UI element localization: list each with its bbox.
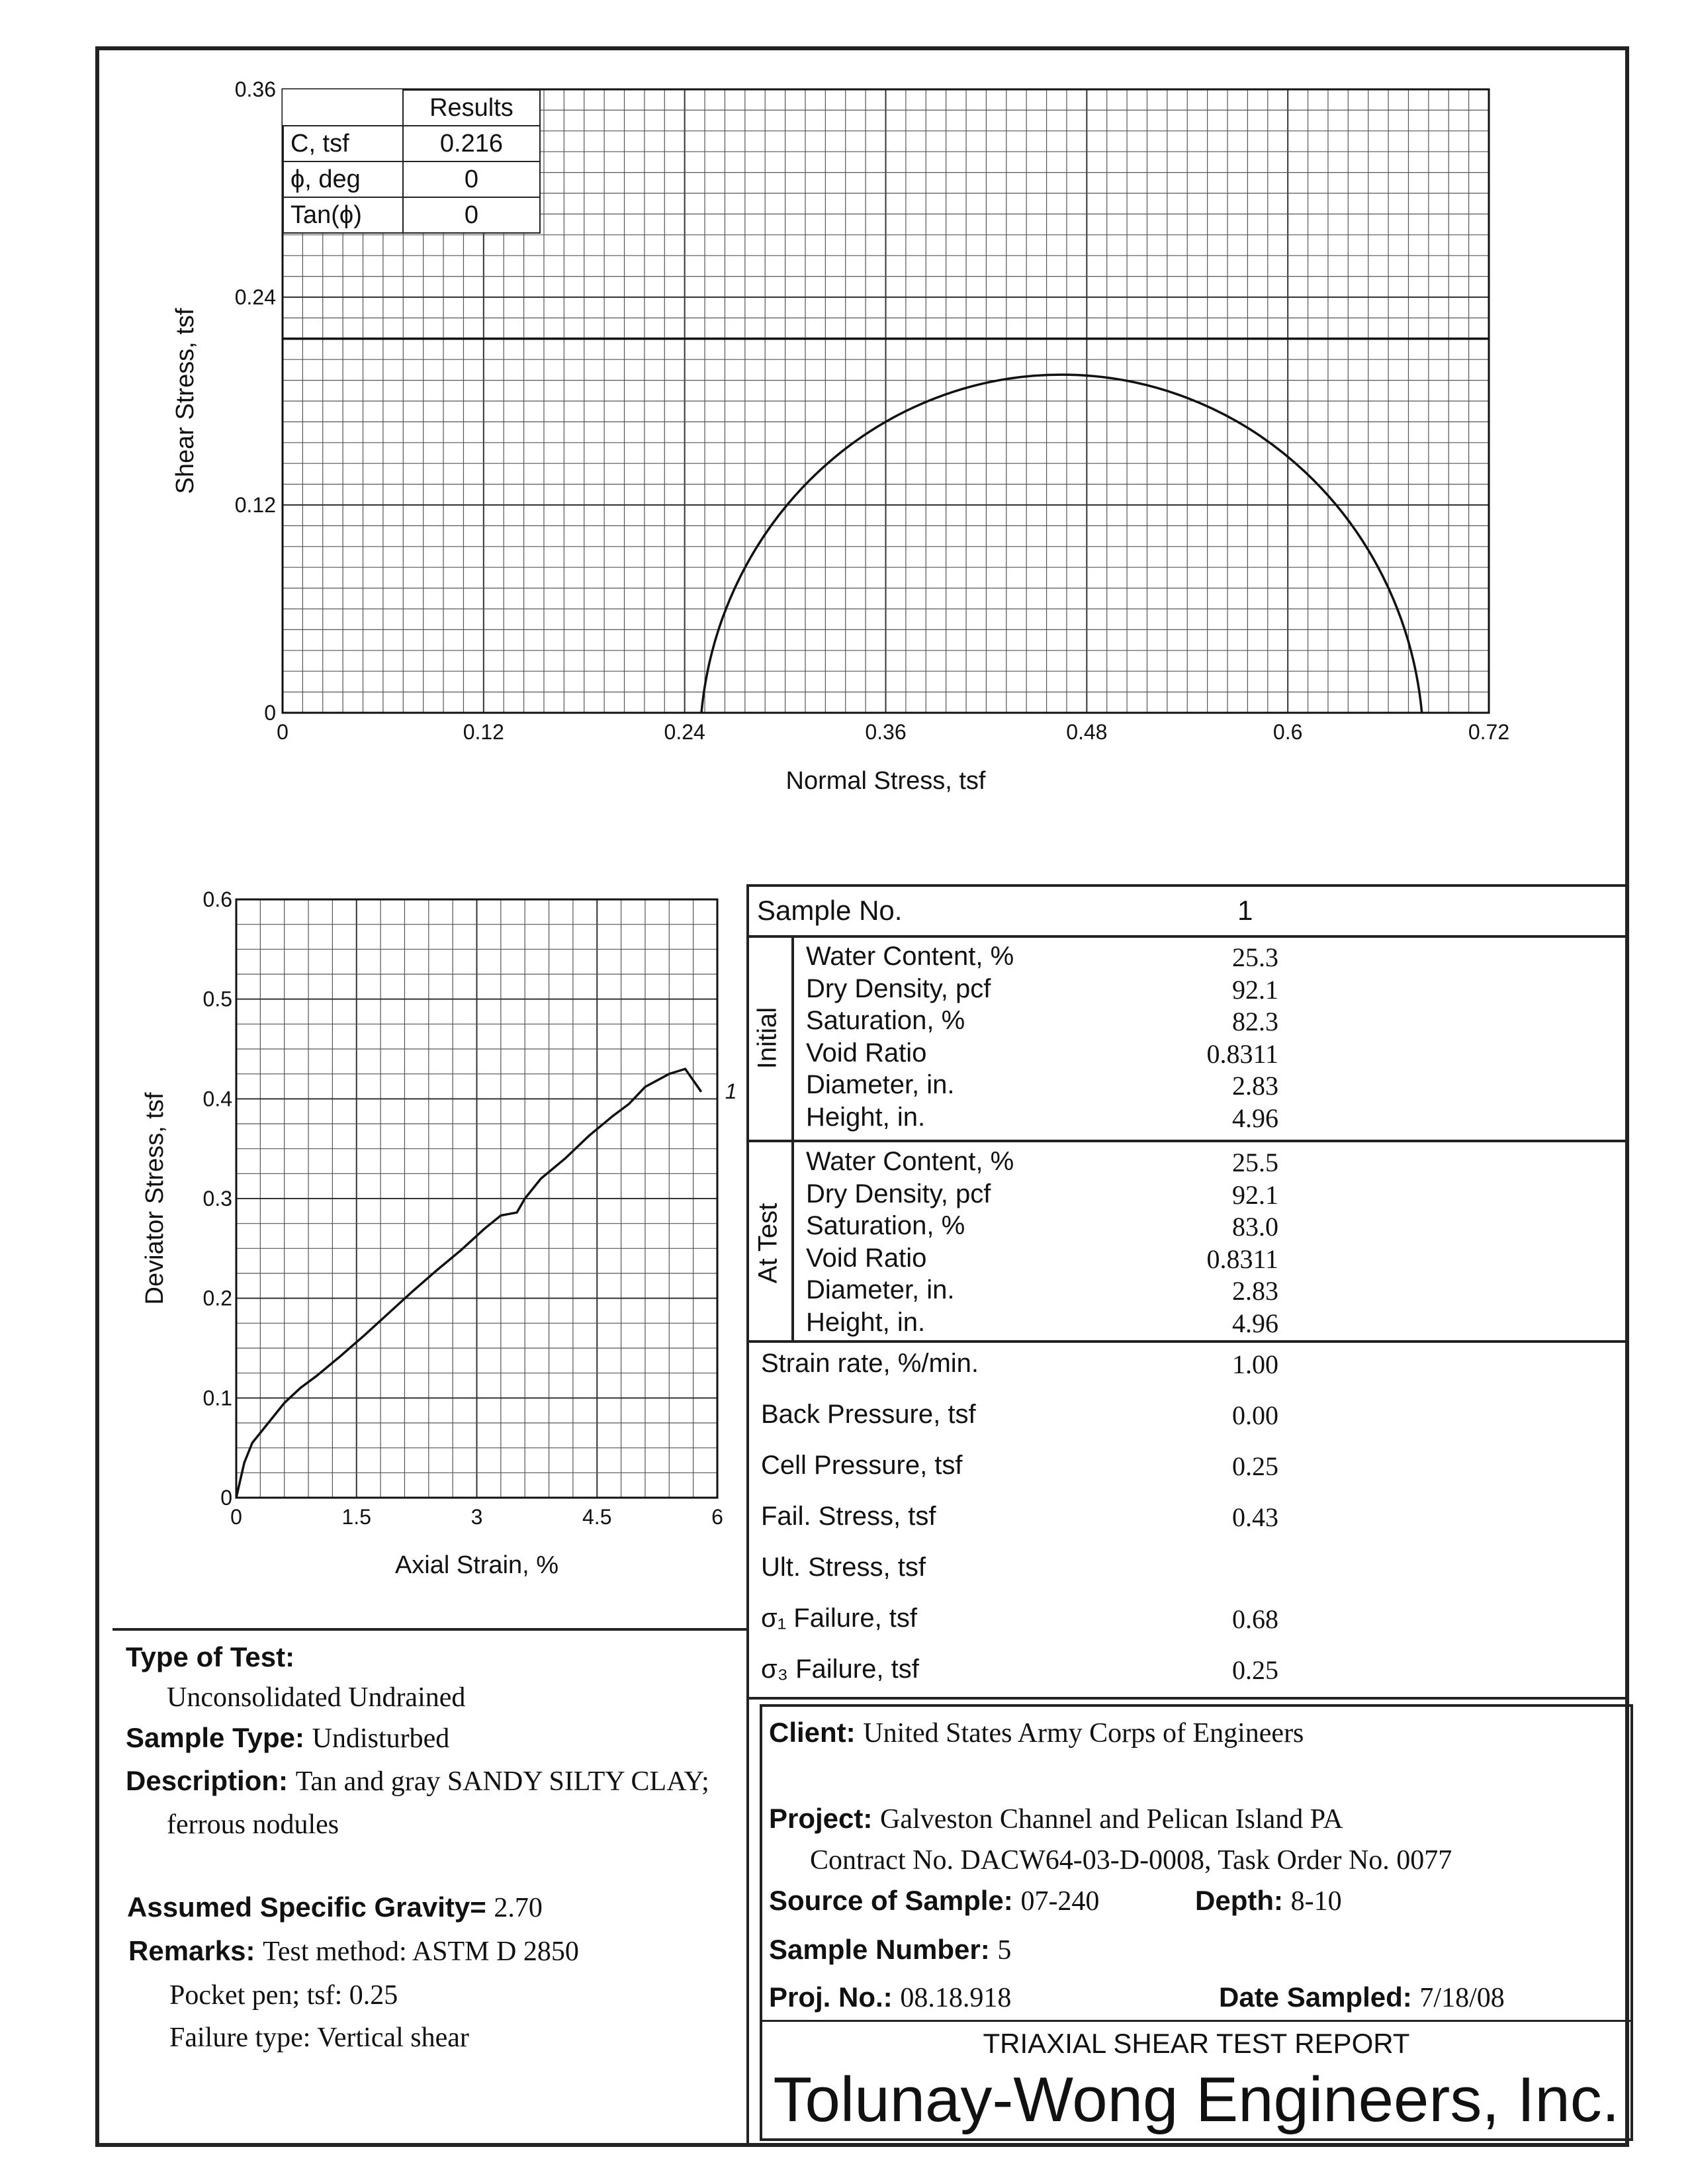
other-property-label: Ult. Stress, tsf bbox=[761, 1553, 926, 1582]
at-test-property-label: Diameter, in. bbox=[806, 1275, 955, 1304]
specific-gravity-value: 2.70 bbox=[494, 1893, 543, 1923]
results-blank-cell bbox=[283, 90, 403, 126]
depth bbox=[1195, 1884, 1342, 1919]
stress-strain-chart bbox=[0, 860, 754, 1602]
divider-sample-top bbox=[748, 884, 1629, 887]
remarks-line2 bbox=[169, 1978, 398, 2013]
ss-x-tick-label: 1.5 bbox=[341, 1505, 371, 1529]
mohr-x-tick-label: 0.36 bbox=[865, 720, 907, 744]
at-test-property-label: Saturation, % bbox=[806, 1211, 965, 1240]
sample-number bbox=[769, 1933, 1011, 1968]
divider-attest-bottom bbox=[748, 1340, 1629, 1343]
ss-x-tick-label: 4.5 bbox=[582, 1505, 612, 1529]
source-label: Source of Sample: bbox=[769, 1885, 1013, 1916]
results-table bbox=[283, 89, 541, 234]
type-of-test bbox=[126, 1640, 294, 1674]
date-sampled-value: 7/18/08 bbox=[1419, 1983, 1505, 2013]
client bbox=[769, 1715, 1304, 1751]
stress-strain-curve bbox=[236, 1069, 701, 1498]
ss-y-axis-label: Deviator Stress, tsf bbox=[141, 1092, 169, 1305]
remarks bbox=[128, 1934, 579, 1969]
at-test-property-value: 2.83 bbox=[1232, 1276, 1278, 1306]
at-test-property-label: Void Ratio bbox=[806, 1243, 927, 1273]
proj-no bbox=[769, 1980, 1011, 2015]
results-label-tanphi: Tan(ϕ) bbox=[283, 197, 403, 233]
divider-client-top bbox=[748, 1697, 1629, 1700]
initial-label: Initial bbox=[752, 1007, 782, 1069]
initial-property-label: Void Ratio bbox=[806, 1038, 927, 1068]
mohr-y-axis-label: Shear Stress, tsf bbox=[171, 308, 199, 494]
divider-report-title bbox=[760, 2020, 1633, 2022]
contract bbox=[810, 1843, 1452, 1878]
sample-type bbox=[126, 1721, 449, 1756]
remarks-pocket-pen: Pocket pen; tsf: 0.25 bbox=[169, 1980, 398, 2011]
date-sampled-label: Date Sampled: bbox=[1219, 1981, 1412, 2013]
date-sampled bbox=[1219, 1980, 1505, 2015]
ss-x-tick-label: 0 bbox=[230, 1505, 242, 1529]
mohr-y-tick-label: 0 bbox=[264, 701, 276, 725]
sample-type-label: Sample Type: bbox=[126, 1722, 304, 1753]
specific-gravity bbox=[127, 1890, 543, 1925]
ss-y-tick-label: 0.6 bbox=[202, 887, 232, 911]
mohr-circle bbox=[701, 375, 1422, 713]
initial-property-label: Diameter, in. bbox=[806, 1070, 955, 1099]
initial-property-value: 92.1 bbox=[1232, 974, 1278, 1005]
at-test-property-value: 4.96 bbox=[1232, 1308, 1278, 1338]
initial-property-value: 0.8311 bbox=[1206, 1038, 1278, 1069]
description-label: Description: bbox=[126, 1765, 289, 1796]
mohr-x-tick-label: 0.12 bbox=[463, 720, 504, 744]
divider-initial-top bbox=[748, 935, 1629, 938]
results-value-c: 0.216 bbox=[403, 126, 540, 161]
divider-attest-top bbox=[748, 1140, 1629, 1142]
type-of-test-value bbox=[167, 1680, 465, 1715]
other-property-label: Fail. Stress, tsf bbox=[761, 1502, 936, 1531]
other-property-label: Back Pressure, tsf bbox=[761, 1400, 976, 1429]
results-header: Results bbox=[403, 90, 540, 126]
remarks-label: Remarks: bbox=[128, 1935, 255, 1966]
at-test-property-label: Water Content, % bbox=[806, 1147, 1014, 1176]
at-test-property-value: 92.1 bbox=[1232, 1179, 1278, 1210]
initial-property-label: Dry Density, pcf bbox=[806, 974, 991, 1003]
initial-property-label: Saturation, % bbox=[806, 1006, 965, 1035]
proj-no-label: Proj. No.: bbox=[769, 1981, 893, 2013]
remarks-failure-type: Failure type: Vertical shear bbox=[169, 2023, 469, 2053]
other-property-label: σ₃ Failure, tsf bbox=[761, 1655, 919, 1684]
contract-value: Contract No. DACW64-03-D-0008, Task Order No. 0077 bbox=[810, 1845, 1452, 1876]
initial-property-value: 25.3 bbox=[1232, 942, 1278, 972]
at-test-property-value: 0.8311 bbox=[1206, 1244, 1278, 1274]
initial-property-value: 2.83 bbox=[1232, 1071, 1278, 1101]
project bbox=[769, 1801, 1343, 1837]
mohr-y-tick-label: 0.12 bbox=[234, 493, 276, 517]
mohr-x-tick-label: 0.48 bbox=[1066, 720, 1108, 744]
mohr-y-tick-label: 0.36 bbox=[234, 77, 276, 101]
other-property-label: Strain rate, %/min. bbox=[761, 1349, 979, 1378]
other-property-value: 0.00 bbox=[1232, 1400, 1278, 1430]
other-property-value: 1.00 bbox=[1232, 1349, 1278, 1379]
mohr-x-tick-label: 0.24 bbox=[664, 720, 705, 744]
ss-x-axis-label: Axial Strain, % bbox=[394, 1551, 559, 1579]
remarks-value: Test method: ASTM D 2850 bbox=[263, 1936, 579, 1967]
company-name: Tolunay-Wong Engineers, Inc. bbox=[773, 2064, 1620, 2135]
other-property-value: 0.68 bbox=[1232, 1604, 1278, 1634]
specific-gravity-label: Assumed Specific Gravity= bbox=[127, 1891, 486, 1923]
proj-no-value: 08.18.918 bbox=[900, 1983, 1012, 2013]
mohr-circle-chart bbox=[0, 0, 1694, 860]
source-value: 07-240 bbox=[1020, 1886, 1100, 1917]
sample-type-value: Undisturbed bbox=[312, 1723, 450, 1754]
source-of-sample bbox=[769, 1884, 1099, 1919]
at-test-property-value: 25.5 bbox=[1232, 1148, 1278, 1177]
divider-initial-label bbox=[791, 935, 794, 1342]
ss-x-tick-label: 6 bbox=[711, 1505, 723, 1529]
client-value: United States Army Corps of Engineers bbox=[863, 1718, 1304, 1749]
ss-y-tick-label: 0.5 bbox=[202, 987, 232, 1011]
results-value-phi: 0 bbox=[403, 161, 540, 197]
results-label-phi: ϕ, deg bbox=[283, 161, 403, 197]
mohr-x-tick-label: 0.72 bbox=[1468, 720, 1510, 744]
ss-curve-label: 1 bbox=[725, 1079, 737, 1103]
divider-info-top bbox=[112, 1628, 749, 1631]
other-property-label: Cell Pressure, tsf bbox=[761, 1451, 963, 1480]
other-property-value: 0.25 bbox=[1232, 1451, 1278, 1481]
depth-label: Depth: bbox=[1195, 1885, 1283, 1916]
ss-y-tick-label: 0.2 bbox=[202, 1286, 232, 1310]
sample-no-label: Sample No. bbox=[757, 895, 903, 926]
divider-sample-left bbox=[746, 884, 749, 2147]
description-value: Tan and gray SANDY SILTY CLAY; bbox=[295, 1766, 709, 1797]
project-label: Project: bbox=[769, 1803, 873, 1834]
at-test-label: At Test bbox=[753, 1203, 783, 1284]
results-value-tanphi: 0 bbox=[403, 197, 540, 233]
sample-no-value: 1 bbox=[1237, 895, 1253, 926]
initial-property-label: Height, in. bbox=[806, 1102, 926, 1132]
ss-x-tick-label: 3 bbox=[470, 1505, 483, 1529]
ss-y-tick-label: 0.1 bbox=[202, 1386, 232, 1410]
other-property-value: 0.43 bbox=[1232, 1502, 1278, 1532]
type-of-test-label: Type of Test: bbox=[126, 1641, 295, 1672]
sample-number-label: Sample Number: bbox=[769, 1934, 990, 1965]
at-test-property-label: Dry Density, pcf bbox=[806, 1179, 991, 1208]
project-value: Galveston Channel and Pelican Island PA bbox=[880, 1804, 1343, 1835]
at-test-property-label: Height, in. bbox=[806, 1307, 926, 1337]
depth-value: 8-10 bbox=[1290, 1886, 1342, 1917]
ss-y-tick-label: 0.3 bbox=[202, 1187, 232, 1210]
description bbox=[126, 1764, 709, 1799]
mohr-x-tick-label: 0 bbox=[277, 720, 289, 744]
description-value2: ferrous nodules bbox=[167, 1809, 339, 1840]
mohr-x-tick-label: 0.6 bbox=[1272, 720, 1303, 744]
at-test-property-value: 83.0 bbox=[1232, 1212, 1278, 1242]
mohr-y-tick-label: 0.24 bbox=[234, 285, 276, 309]
initial-property-label: Water Content, % bbox=[806, 942, 1014, 971]
ss-y-tick-label: 0.4 bbox=[202, 1087, 232, 1111]
other-property-label: σ₁ Failure, tsf bbox=[761, 1604, 918, 1633]
initial-property-value: 82.3 bbox=[1232, 1007, 1278, 1036]
remarks-line3 bbox=[169, 2020, 469, 2055]
report-title: TRIAXIAL SHEAR TEST REPORT bbox=[983, 2028, 1410, 2059]
type-of-test-text: Unconsolidated Undrained bbox=[167, 1682, 466, 1713]
mohr-x-axis-label: Normal Stress, tsf bbox=[785, 767, 986, 795]
ss-y-tick-label: 0 bbox=[220, 1486, 232, 1510]
sample-number-value: 5 bbox=[997, 1935, 1012, 1966]
initial-property-value: 4.96 bbox=[1232, 1103, 1278, 1133]
description-line2 bbox=[167, 1807, 339, 1842]
results-label-c: C, tsf bbox=[283, 126, 403, 161]
client-label: Client: bbox=[769, 1717, 856, 1748]
other-property-value: 0.25 bbox=[1232, 1655, 1278, 1685]
